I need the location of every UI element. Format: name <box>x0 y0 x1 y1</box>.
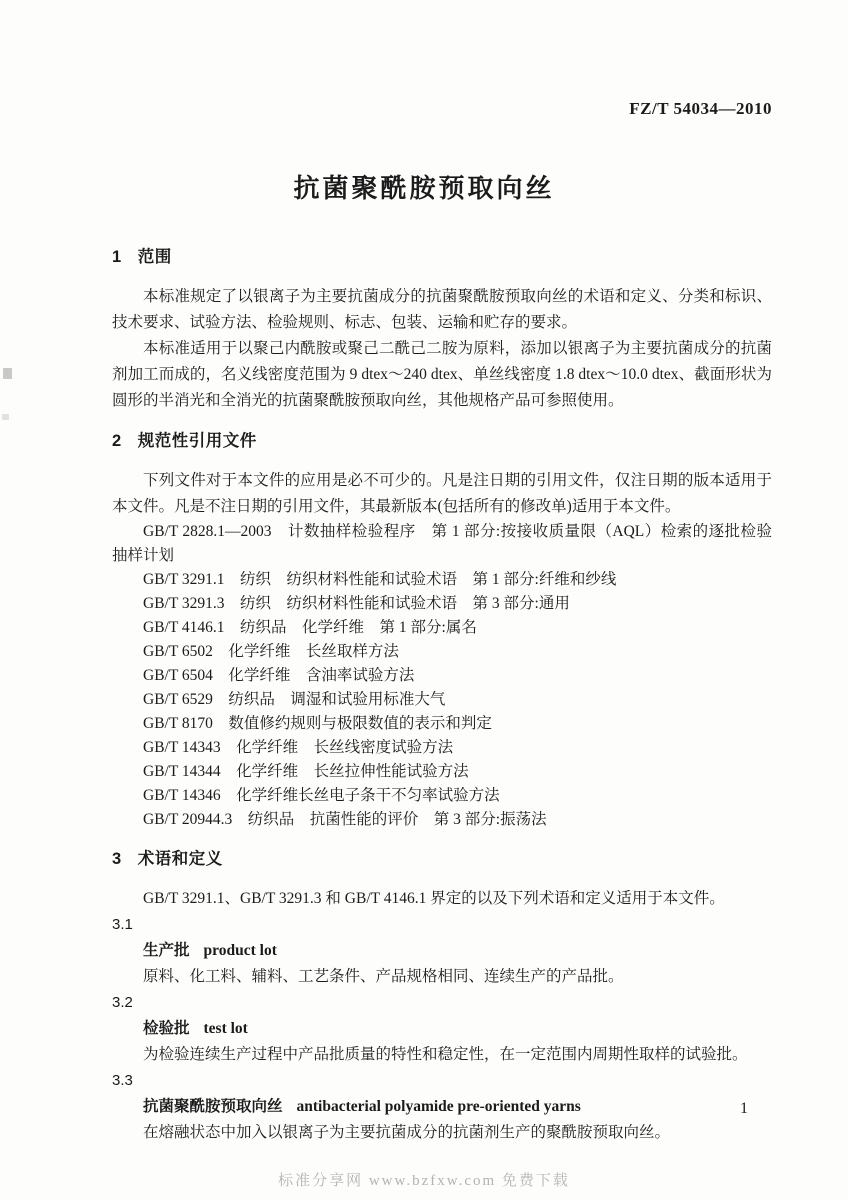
section-heading-text: 范围 <box>137 248 172 266</box>
reference-item: GB/T 3291.1 纺织 纺织材料性能和试验术语 第 1 部分:纤维和纱线 <box>143 571 617 588</box>
section-2 <box>112 428 772 832</box>
scan-artifact <box>3 368 12 379</box>
reference-item: GB/T 3291.3 纺织 纺织材料性能和试验术语 第 3 部分:通用 <box>143 595 570 612</box>
term-clause-number: 3.1 <box>112 916 133 933</box>
term-entry-3.2 <box>112 990 772 1068</box>
term-clause-number: 3.2 <box>112 994 133 1011</box>
term-english: product lot <box>203 942 277 959</box>
term-title-line <box>112 938 772 964</box>
section-number: 3 <box>112 850 122 868</box>
reference-item: GB/T 8170 数值修约规则与极限数值的表示和判定 <box>143 715 492 732</box>
term-chinese: 抗菌聚酰胺预取向丝 <box>143 1098 283 1115</box>
reference-item: GB/T 14343 化学纤维 长丝线密度试验方法 <box>143 739 454 756</box>
term-english: antibacterial polyamide pre-oriented yarns <box>296 1098 581 1115</box>
term-clause-number: 3.3 <box>112 1072 133 1089</box>
term-entry-3.1 <box>112 912 772 990</box>
term-chinese: 检验批 <box>143 1020 190 1037</box>
reference-item: GB/T 6502 化学纤维 长丝取样方法 <box>143 643 399 660</box>
section-1 <box>112 244 772 414</box>
section-number: 1 <box>112 248 122 266</box>
page-number: 1 <box>740 1100 748 1117</box>
section-number: 2 <box>112 432 122 450</box>
section-heading-text: 术语和定义 <box>137 850 223 868</box>
paragraph: 本标准适用于以聚己内酰胺或聚己二酰己二胺为原料，添加以银离子为主要抗菌成分的抗菌剂加工而成的，名义线密度范围为 9 dtex～240 dtex、单丝线密度 1.8 dtex～10.0 dtex、截面形状为圆形的半消光和全消光的抗菌聚酰胺预取向丝，其他规格产品可参照使用。 <box>112 340 772 409</box>
reference-item: GB/T 6529 纺织品 调湿和试验用标准大气 <box>143 691 446 708</box>
watermark-text: 标准分享网 www.bzfxw.com 免费下载 <box>278 1173 570 1189</box>
document-title: 抗菌聚酰胺预取向丝 <box>293 173 555 203</box>
section-heading <box>112 428 772 454</box>
section-heading <box>112 846 772 872</box>
paragraph: GB/T 3291.1、GB/T 3291.3 和 GB/T 4146.1 界定的以及下列术语和定义适用于本文件。 <box>143 890 725 907</box>
term-chinese: 生产批 <box>143 942 190 959</box>
reference-item: GB/T 20944.3 纺织品 抗菌性能的评价 第 3 部分:振荡法 <box>143 811 547 828</box>
document-body <box>112 244 772 1146</box>
scan-artifact <box>2 414 9 420</box>
paragraph: 下列文件对于本文件的应用是必不可少的。凡是注日期的引用文件，仅注日期的版本适用于本文件。凡是不注日期的引用文件，其最新版本(包括所有的修改单)适用于本文件。 <box>112 472 772 515</box>
section-heading-text: 规范性引用文件 <box>137 432 257 450</box>
reference-item: GB/T 4146.1 纺织品 化学纤维 第 1 部分:属名 <box>143 619 477 636</box>
reference-item: GB/T 6504 化学纤维 含油率试验方法 <box>143 667 415 684</box>
paragraph: 本标准规定了以银离子为主要抗菌成分的抗菌聚酰胺预取向丝的术语和定义、分类和标识、技术要求、试验方法、检验规则、标志、包装、运输和贮存的要求。 <box>112 288 772 331</box>
reference-item: GB/T 2828.1—2003 计数抽样检验程序 第 1 部分:按接收质量限（AQL）检索的逐批检验抽样计划 <box>112 523 772 564</box>
reference-item: GB/T 14344 化学纤维 长丝拉伸性能试验方法 <box>143 763 469 780</box>
term-english: test lot <box>203 1020 248 1037</box>
standard-code: FZ/T 54034—2010 <box>629 99 772 118</box>
term-title-line <box>112 1016 772 1042</box>
reference-item: GB/T 14346 化学纤维长丝电子条干不匀率试验方法 <box>143 787 500 804</box>
section-heading <box>112 244 772 270</box>
term-definition: 原料、化工料、辅料、工艺条件、产品规格相同、连续生产的产品批。 <box>143 968 624 985</box>
term-definition: 为检验连续生产过程中产品批质量的特性和稳定性，在一定范围内周期性取样的试验批。 <box>143 1046 748 1063</box>
term-definition: 在熔融状态中加入以银离子为主要抗菌成分的抗菌剂生产的聚酰胺预取向丝。 <box>143 1124 671 1141</box>
